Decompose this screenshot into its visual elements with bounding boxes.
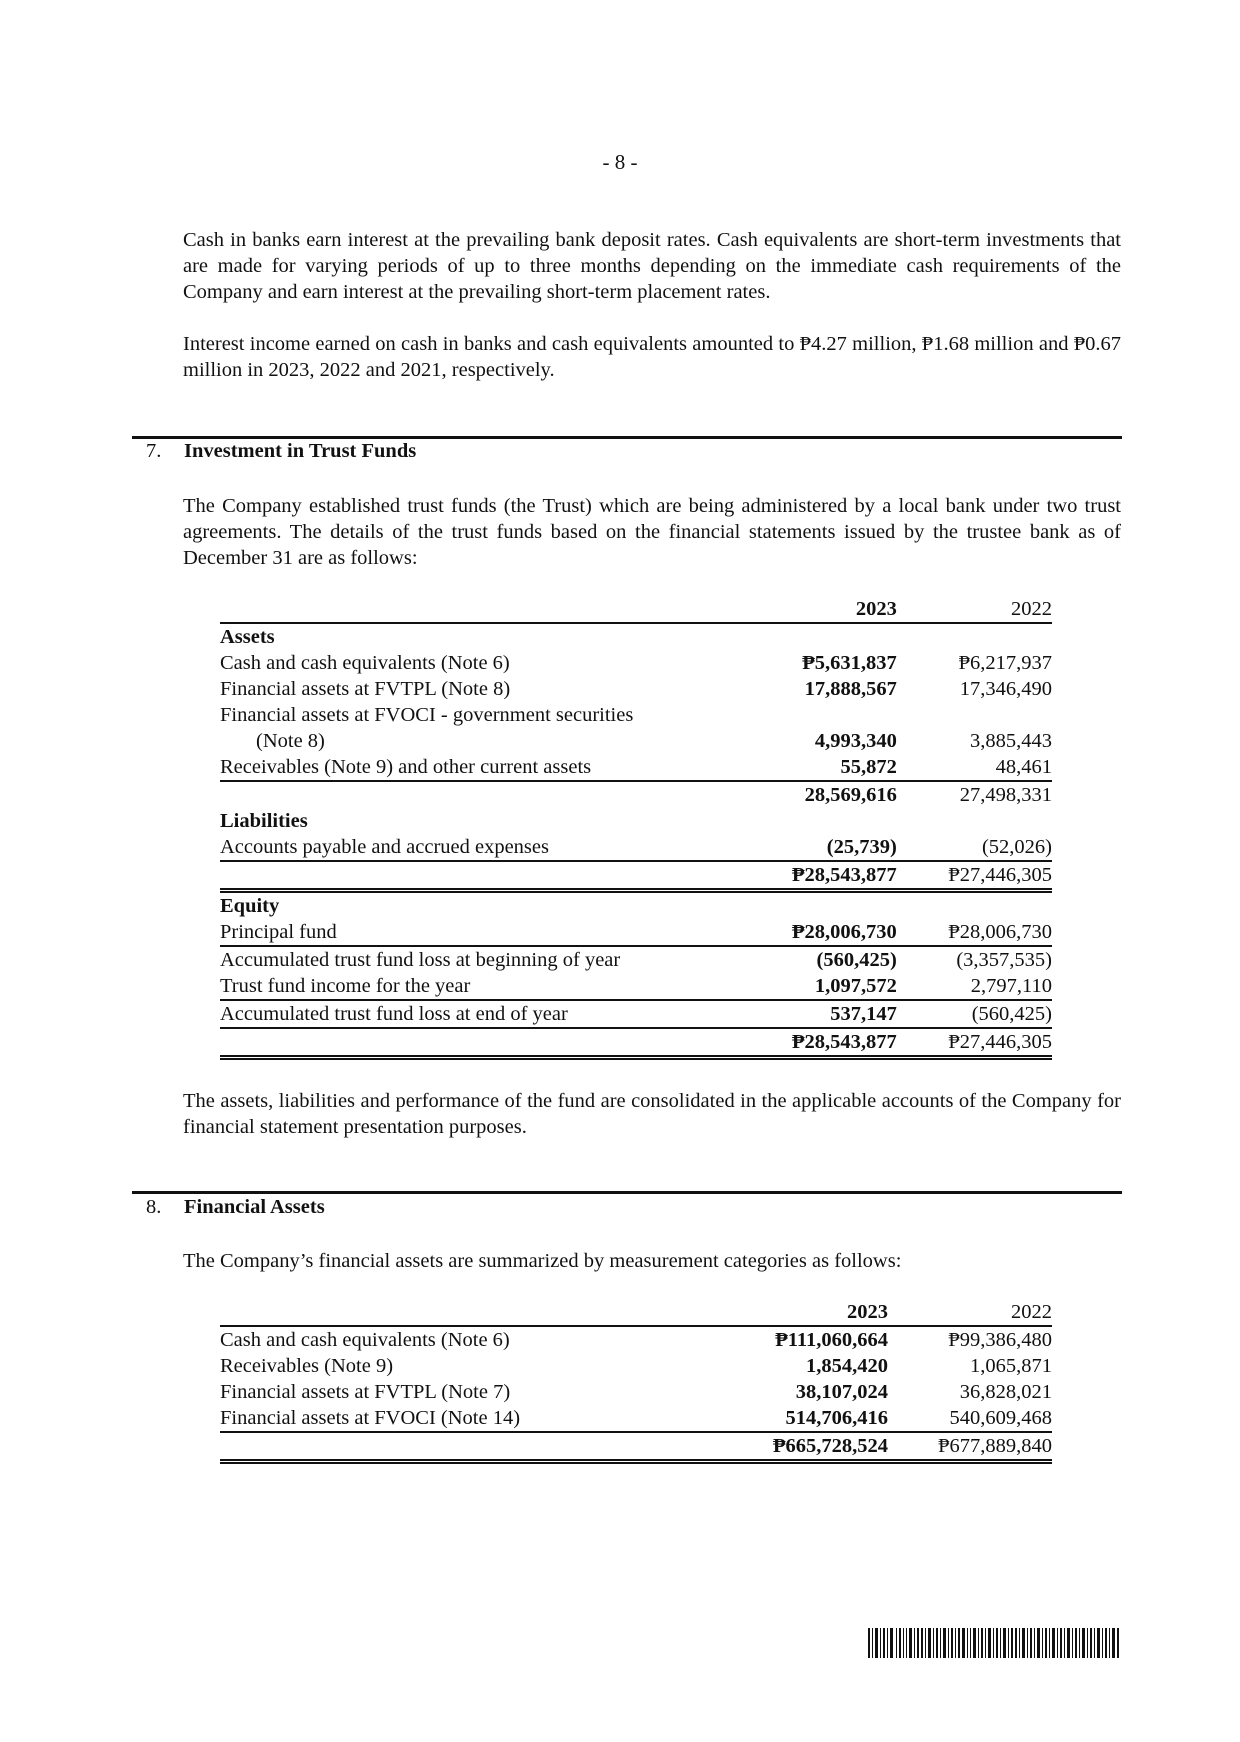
value-2022: 36,828,021 [959,1381,1052,1403]
barcode-icon [866,1624,1122,1658]
row-label: Cash and cash equivalents (Note 6) [220,652,510,674]
value-2022: 540,609,468 [888,1405,1052,1432]
note8-intro [183,1248,1121,1274]
subtotal-2023: 28,569,616 [804,784,897,806]
row-label: Trust fund income for the year [220,973,755,1000]
table-section-row [220,891,1052,920]
table-header-row [220,596,1052,623]
table-row [220,834,1052,861]
value-2022: ₱28,006,730 [897,919,1052,946]
value-2022: 2,797,110 [897,973,1052,1000]
value-2023: 1,097,572 [755,973,897,1000]
row-label: Accounts payable and accrued expenses [220,834,755,861]
value-2023: 4,993,340 [814,730,897,752]
note7-intro [183,493,1121,571]
column-header-2023: 2023 [740,1299,888,1326]
table-header-row [220,1299,1052,1326]
table-row [220,702,1052,728]
value-2023: 38,107,024 [795,1381,888,1403]
table-row [220,1405,1052,1432]
row-label: Cash and cash equivalents (Note 6) [220,1329,510,1351]
financial-assets-table [220,1299,1052,1464]
table-row [220,1353,1052,1379]
total-row [220,1028,1052,1058]
subtotal-2022: 27,498,331 [959,784,1052,806]
value-2022: (3,357,535) [956,949,1052,971]
table-row [220,728,1052,754]
note7-closing [183,1088,1121,1140]
table-row [220,754,1052,781]
paragraph-text: The Company established trust funds (the Trust) which are being administered by a local bank under two trust agreements. The details of the trust funds based on the financial statements issued by the trustee bank as of December 31 are as follows: [183,495,1121,569]
value-2023: 17,888,567 [804,678,897,700]
section-label-equity: Equity [220,895,280,917]
total-2022: ₱677,889,840 [888,1432,1052,1462]
row-label: Accumulated trust fund loss at end of year [220,1000,755,1028]
row-label: Receivables (Note 9) [220,1355,394,1377]
value-2023: (560,425) [816,949,897,971]
value-2023: 1,854,420 [806,1355,888,1377]
row-label: Financial assets at FVOCI - government securities [220,704,634,726]
row-label: (Note 8) [256,730,325,752]
note7-heading [146,440,416,463]
row-label: Financial assets at FVOCI (Note 14) [220,1405,740,1432]
column-header-2022: 2022 [897,596,1052,623]
value-2023: ₱28,006,730 [755,919,897,946]
value-2022: 17,346,490 [959,678,1052,700]
row-label: Receivables (Note 9) and other current assets [220,754,755,781]
paragraph-text: Cash in banks earn interest at the prevailing bank deposit rates. Cash equivalents are short-term investments that are made for varying periods of up to three months depending on the immediate cash requirements of the Company and earn interest at the prevailing short-term placement rates. [183,229,1121,303]
section-label-assets: Assets [220,626,275,648]
table-section-row [220,623,1052,650]
table-row [220,919,1052,946]
value-2023: 514,706,416 [740,1405,888,1432]
section-label-liabilities: Liabilities [220,810,308,832]
value-2022: (560,425) [897,1000,1052,1028]
table-row [220,1379,1052,1405]
table-row [220,676,1052,702]
value-2023: (25,739) [755,834,897,861]
value-2022: ₱6,217,937 [958,652,1052,674]
note8-title: Financial Assets [184,1196,325,1218]
column-header-2022: 2022 [888,1299,1052,1326]
note8-heading [146,1196,325,1219]
column-header-2023: 2023 [755,596,897,623]
total-row [220,1432,1052,1462]
row-label: Financial assets at FVTPL (Note 7) [220,1381,511,1403]
page-number: - 8 - [602,150,638,174]
note7-title: Investment in Trust Funds [184,440,417,462]
total-row [220,861,1052,891]
total-2023: ₱665,728,524 [740,1432,888,1462]
value-2022: (52,026) [897,834,1052,861]
section-divider [132,1191,1122,1194]
value-2022: 3,885,443 [970,730,1052,752]
row-label: Principal fund [220,919,755,946]
note8-number: 8. [146,1196,162,1218]
row-label: Financial assets at FVTPL (Note 8) [220,678,511,700]
subtotal-row [220,781,1052,808]
table-row [220,650,1052,676]
total-2022: ₱27,446,305 [897,861,1052,891]
table-row [220,1000,1052,1028]
note7-number: 7. [146,440,162,462]
value-2023: 537,147 [755,1000,897,1028]
total-2022: ₱27,446,305 [897,1028,1052,1058]
total-2023: ₱28,543,877 [755,861,897,891]
value-2022: 1,065,871 [970,1355,1052,1377]
note6-paragraph-2 [183,331,1121,383]
row-label: Accumulated trust fund loss at beginning of year [220,949,621,971]
paragraph-text: Interest income earned on cash in banks and cash equivalents amounted to ₱4.27 million, ₱1.68 million and ₱0.67 million in 2023, 2022 and 2021, respectively. [183,333,1121,381]
value-2023: 55,872 [755,754,897,781]
note6-paragraph-1 [183,227,1121,305]
value-2023: ₱5,631,837 [802,652,897,674]
table-row [220,1326,1052,1353]
table-section-row [220,808,1052,834]
value-2022: 48,461 [897,754,1052,781]
total-2023: ₱28,543,877 [755,1028,897,1058]
value-2023: ₱111,060,664 [775,1329,888,1351]
value-2022: ₱99,386,480 [948,1329,1052,1351]
table-row [220,946,1052,973]
paragraph-text: The Company’s financial assets are summarized by measurement categories as follows: [183,1250,902,1272]
section-divider [132,436,1122,439]
trust-funds-table [220,596,1052,1060]
table-row [220,973,1052,1000]
paragraph-text: The assets, liabilities and performance of the fund are consolidated in the applicable accounts of the Company for financial statement presentation purposes. [183,1090,1121,1138]
